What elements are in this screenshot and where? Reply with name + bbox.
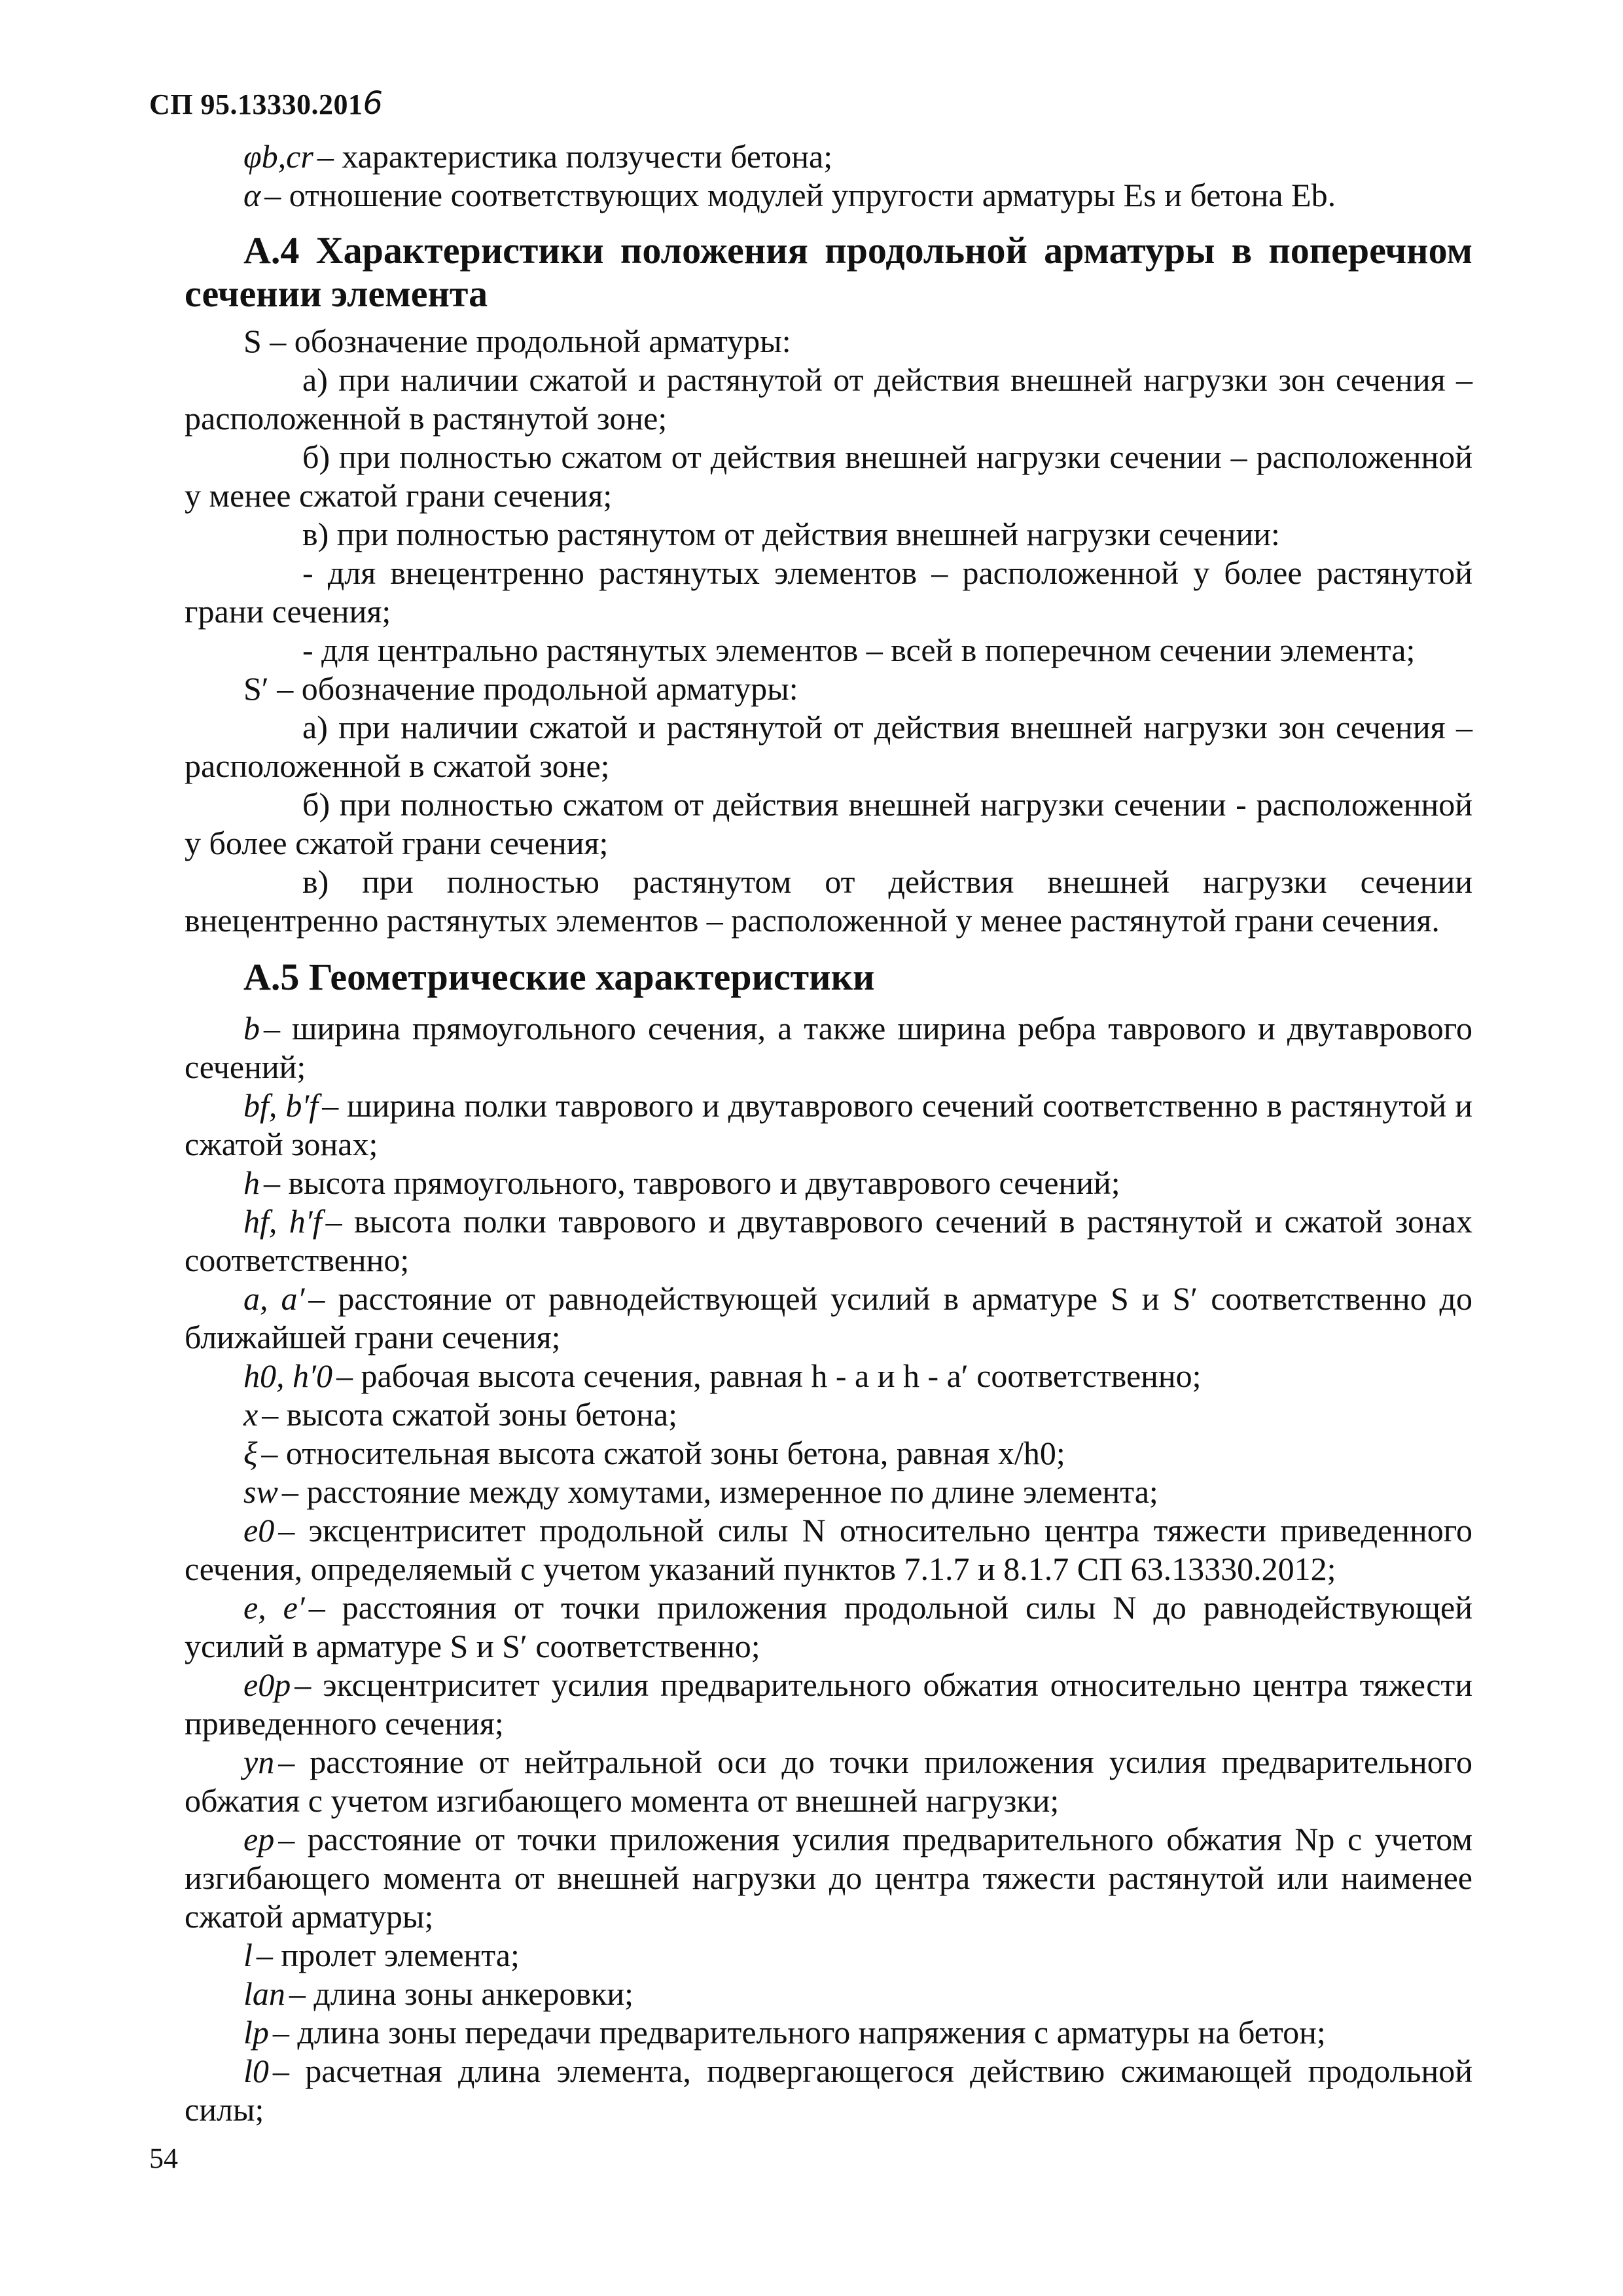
section-heading-a4: А.4 Характеристики положения продольной арматуры в поперечном сечении элемента — [185, 229, 1472, 315]
definition-case: б) при полностью сжатом от действия внешней нагрузки сечении - расположенной у более сжатой грани сечения; — [185, 786, 1472, 861]
definition-line — [185, 176, 1472, 215]
definition-line — [185, 1511, 1472, 1588]
definition-symbol: α — [243, 177, 261, 213]
definition-text: – расстояние между хомутами, измеренное по длине элемента; — [281, 1473, 1158, 1510]
definition-text: – рабочая высота сечения, равная h - a и h - a′ соответственно; — [336, 1357, 1202, 1394]
definition-symbol: bf, b′f — [243, 1087, 319, 1124]
definition-symbol: lan — [243, 1975, 285, 2012]
definition-text: – ширина полки таврового и двутаврового сечений соответственно в растянутой и сжатой зонах; — [185, 1087, 1472, 1162]
definition-symbol: ξ — [243, 1435, 258, 1471]
definition-intro: S′ – обозначение продольной арматуры: — [243, 670, 798, 707]
definition-symbol: hf, h′f — [243, 1203, 322, 1240]
definition-case: а) при наличии сжатой и растянутой от действия внешней нагрузки зон сечения – расположенной в сжатой зоне; — [185, 709, 1472, 784]
definition-symbol: yn — [243, 1744, 275, 1780]
definition-symbol: ep — [243, 1821, 275, 1857]
definition-line — [185, 1820, 1472, 1936]
definition-text: – расстояние от равнодействующей усилий в арматуре S и S′ соответственно до ближайшей грани сечения; — [185, 1280, 1472, 1355]
definition-text: – пролет элемента; — [256, 1937, 520, 1973]
definition-symbol: lp — [243, 2014, 269, 2051]
definition-text: – расстояния от точки приложения продольной силы N до равнодействующей усилий в арматуре S и S′ соответственно; — [185, 1589, 1472, 1664]
definition-line — [185, 2052, 1472, 2129]
definition-symbol: h — [243, 1164, 260, 1201]
definition-text: – расстояние от точки приложения усилия предварительного обжатия Np с учетом изгибающего момента от внешней нагрузки до центра тяжести растянутой или наименее сжатой арматуры; — [185, 1821, 1472, 1935]
definition-line — [185, 1280, 1472, 1357]
definition-case: а) при наличии сжатой и растянутой от действия внешней нагрузки зон сечения – расположенной в растянутой зоне; — [185, 361, 1472, 437]
definition-symbol: sw — [243, 1473, 278, 1510]
definition-text: – эксцентриситет продольной силы N относительно центра тяжести приведенного сечения, определяемый с учетом указаний пунктов 7.1.7 и 8.1.7 СП 63.13330.2012; — [185, 1512, 1472, 1587]
definition-text: – ширина прямоугольного сечения, а также ширина ребра таврового и двутаврового сечений; — [185, 1010, 1472, 1085]
definition-symbol: l — [243, 1937, 253, 1973]
section-heading-a5: А.5 Геометрические характеристики — [243, 956, 875, 998]
definition-line — [185, 1434, 1472, 1473]
definition-symbol: a, a′ — [243, 1280, 305, 1317]
definition-line — [185, 1164, 1472, 1202]
definition-symbol: b — [243, 1010, 260, 1047]
definition-line — [185, 1395, 1472, 1434]
definition-case: в) при полностью растянутом от действия внешней нагрузки сечении: — [302, 516, 1280, 552]
definition-text: – высота сжатой зоны бетона; — [262, 1396, 677, 1433]
definition-text: – высота прямоугольного, таврового и двутаврового сечений; — [264, 1164, 1120, 1201]
definition-line — [185, 1009, 1472, 1086]
definition-symbol: x — [243, 1396, 259, 1433]
definition-text: – расстояние от нейтральной оси до точки приложения усилия предварительного обжатия с учетом изгибающего момента от внешней нагрузки; — [185, 1744, 1472, 1819]
document-code-header — [149, 85, 383, 122]
definition-line — [185, 1473, 1472, 1511]
definition-line — [185, 1666, 1472, 1743]
definition-text: – длина зоны анкеровки; — [289, 1975, 634, 2012]
definition-text: – длина зоны передачи предварительного напряжения с арматуры на бетон; — [272, 2014, 1326, 2051]
definition-text: – относительная высота сжатой зоны бетона, равная x/h0; — [261, 1435, 1065, 1471]
definition-symbol: e, e′ — [243, 1589, 305, 1626]
document-code: СП 95.13330.201 — [149, 88, 363, 120]
definition-case: в) при полностью растянутом от действия внешней нагрузки сечении внецентренно растянутых элементов – расположенной у менее растянутой грани сечения. — [185, 863, 1472, 939]
definition-symbol: l0 — [243, 2053, 269, 2089]
definition-line — [185, 1975, 1472, 2013]
definition-line — [185, 137, 1472, 176]
definition-symbol: e0p — [243, 1666, 291, 1703]
page-content — [185, 137, 1472, 2129]
definition-intro: S – обозначение продольной арматуры: — [243, 323, 791, 359]
definition-subcase: - для внецентренно растянутых элементов – расположенной у более растянутой грани сечения; — [185, 554, 1472, 630]
definition-line — [185, 1936, 1472, 1975]
definition-line — [185, 2013, 1472, 2052]
definition-text: – характеристика ползучести бетона; — [317, 138, 833, 175]
handwritten-year-digit: 6 — [363, 85, 383, 122]
definition-line — [185, 1202, 1472, 1280]
definition-text: – расчетная длина элемента, подвергающегося действию сжимающей продольной силы; — [185, 2053, 1472, 2128]
definition-line — [185, 1086, 1472, 1164]
definition-case: б) при полностью сжатом от действия внешней нагрузки сечении – расположенной у менее сжатой грани сечения; — [185, 439, 1472, 514]
definition-symbol: h0, h′0 — [243, 1357, 332, 1394]
definition-text: – высота полки таврового и двутаврового сечений в растянутой и сжатой зонах соответственно; — [185, 1203, 1472, 1278]
definition-line — [185, 1743, 1472, 1820]
definition-line — [185, 1357, 1472, 1395]
definition-line — [185, 1588, 1472, 1666]
definition-symbol: e0 — [243, 1512, 275, 1549]
definition-symbol: φb,cr — [243, 138, 313, 175]
definition-subcase: - для центрально растянутых элементов – всей в поперечном сечении элемента; — [302, 632, 1416, 668]
definition-text: – отношение соответствующих модулей упругости арматуры Es и бетона Eb. — [264, 177, 1336, 213]
page-number: 54 — [149, 2142, 178, 2174]
definition-text: – эксцентриситет усилия предварительного обжатия относительно центра тяжести приведенного сечения; — [185, 1666, 1472, 1742]
